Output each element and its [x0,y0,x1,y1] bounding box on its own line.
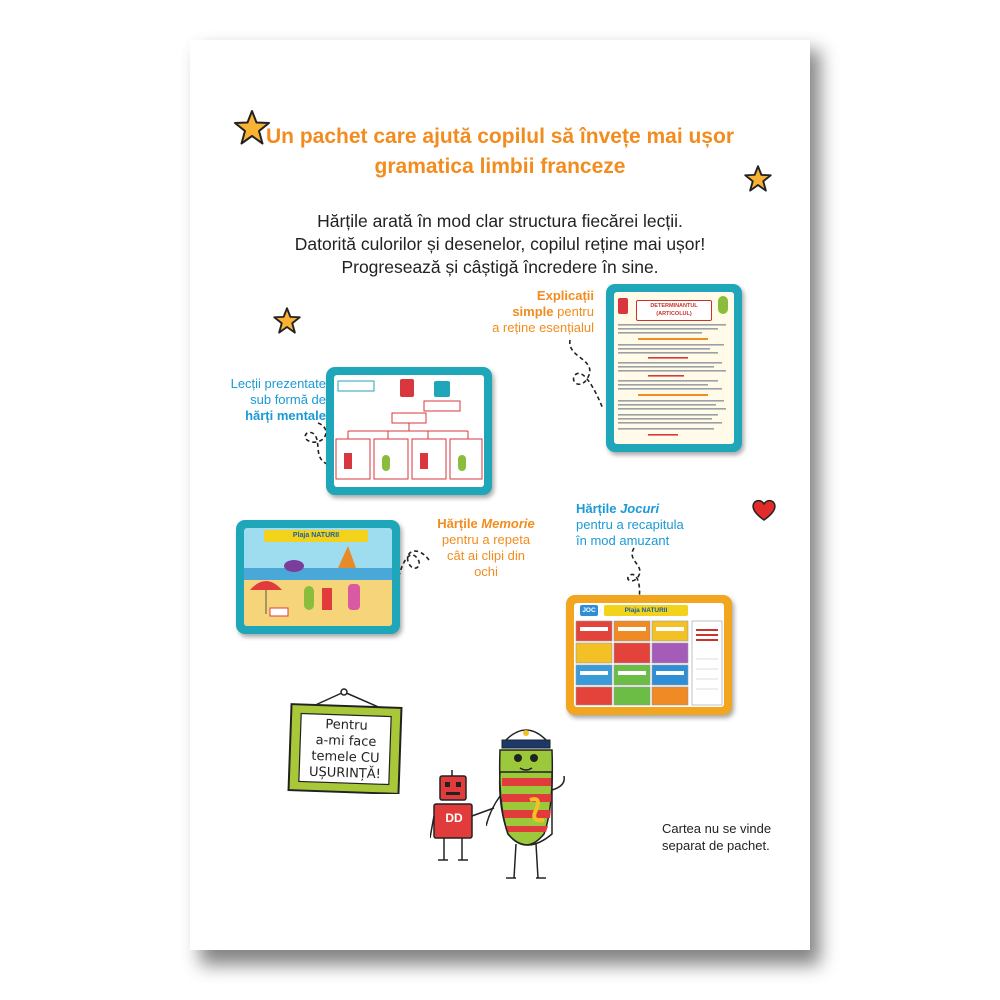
card-jocuri-title: Plaja NATURII [604,605,688,616]
caption-explicatii-line3: a reține esențialul [492,320,594,335]
card-determinant-title: DETERMINANTUL (ARTICOLUL) [636,300,712,321]
sign-line-2: a-mi face [315,732,377,751]
caption-memorie-line3: cât ai clipi din [446,548,526,563]
dashed-arrow [565,337,605,417]
caption-lectii-line1: Lecții prezentate [230,376,326,391]
card-jocuri [566,595,732,715]
card-memorie-inner [244,528,392,626]
caption-lectii [220,376,326,424]
caption-explicatii-line2: pentru [553,304,594,319]
brochure-page [190,40,810,950]
sign-line-3: temele CU [311,748,380,767]
beach-illustration [244,528,392,626]
footer-note [662,820,802,854]
caption-jocuri-line3: în mod amuzant [576,533,670,548]
card-determinant [606,284,742,452]
caption-memorie [425,516,547,580]
caption-memorie-emph: Memorie [481,516,535,531]
card-determinant-inner [614,292,734,444]
card-mind-map [326,367,492,495]
card-memorie [236,520,400,634]
intro-line-1: Hărțile arată în mod clar structura fiecărei lecții. [317,211,683,231]
caption-jocuri-emph: Jocuri [620,501,660,516]
intro-line-2: Datorită culorilor și desenelor, copilul reține mai ușor! [294,234,706,254]
card-jocuri-tag: JOC [580,605,598,616]
title-line-1: Un pachet care ajută copilul să învețe mai ușor [266,125,734,148]
sign-line-4: UȘURINȚĂ! [308,764,382,783]
caption-memorie-line4: ochi [474,564,498,579]
caption-memorie-word: Hărțile [437,516,482,531]
caption-jocuri [576,501,726,549]
caption-jocuri-line2: pentru a recapitula [576,517,684,532]
caption-lectii-line3: hărți mentale [245,408,326,423]
card-robot-mini [618,298,628,314]
footer-line-1: Cartea nu se vinde [662,821,772,836]
caption-explicatii-line1: Explicații [536,288,594,303]
card-determinant-text-lines [618,322,730,442]
intro-text [220,210,780,279]
caption-explicatii [452,288,594,336]
game-grid [574,619,724,707]
page-title [250,122,750,182]
title-line-2: gramatica limbii franceze [374,155,626,178]
mind-map-illustration [334,375,484,487]
sign-line-1: Pentru [325,717,368,734]
card-mind-map-inner [334,375,484,487]
card-jocuri-inner [574,603,724,707]
heart-icon [751,498,777,522]
star-icon [272,306,302,336]
caption-lectii-line2: sub formă de [250,392,326,407]
caption-explicatii-emph: simple [512,304,554,319]
card-character-mini [718,296,728,314]
sign-message [299,716,393,783]
intro-line-3: Progresează și câștigă încredere în sine. [341,257,659,277]
sign-board [299,702,394,781]
caption-memorie-line2: pentru a repeta [441,532,531,547]
card-memorie-title: Plaja NATURII [264,530,368,542]
robot-label: DD [445,811,463,825]
caption-jocuri-word: Hărțile [576,501,621,516]
sailor-mascot [486,716,582,886]
footer-line-2: separat de pachet. [662,838,770,853]
